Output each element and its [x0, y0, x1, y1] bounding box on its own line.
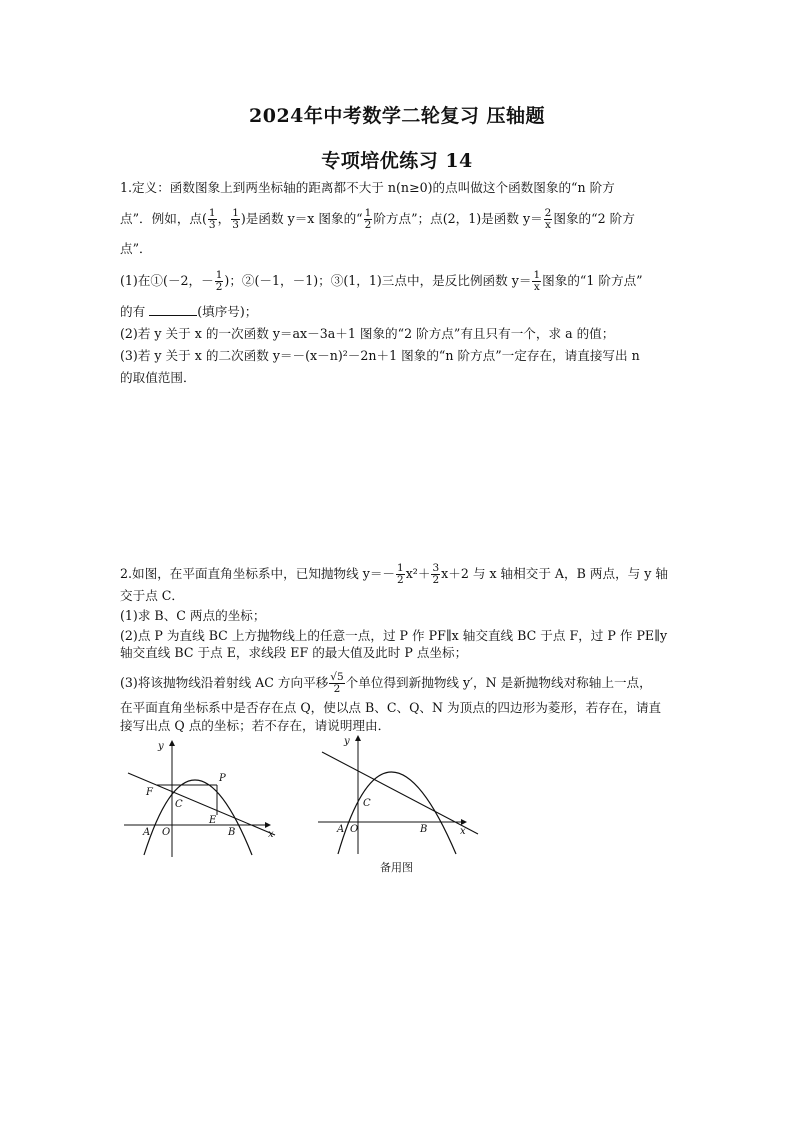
answer-blank [149, 303, 197, 316]
fraction: $\frac{1}{3}$ [232, 207, 239, 231]
q2-line-7: 在平面直角坐标系中是否存在点 Q，使以点 B、C、Q、N 为顶点的四边形为菱形，若存在，请直 [120, 700, 662, 715]
label-y: y [344, 736, 350, 747]
label-o: O [350, 824, 359, 835]
label-a: A [143, 827, 151, 838]
q2-line-1: 2.如图，在平面直角坐标系中，已知抛物线 y＝－ $\frac{1}{2}$ x²＋ $\frac{3}{2}$ x＋2 与 x 轴相交于 A，B 两点，与 y 轴 [120, 562, 668, 586]
q1-line-3: 点”． [120, 241, 152, 256]
fraction: $\frac{1}{2}$ [215, 269, 223, 293]
q1-line-1: 1.定义：函数图象上到两坐标轴的距离都不大于 n(n≥0)的点叫做这个函数图象的“n 阶方 [120, 180, 615, 195]
q1-line-2: 点”．例如，点( $\frac{1}{3}$ ， $\frac{1}{3}$ )是函数 y＝x 图象的“ $\frac{1}{2}$ 阶方点”；点(2，1)是函数 y＝ $\frac{2}{x}$ 图象的“2 阶方 [120, 207, 635, 231]
q2-line-3: (1)求 B、C 两点的坐标； [120, 608, 266, 623]
label-b: B [420, 824, 428, 835]
q1-line-8: 的取值范围． [120, 370, 196, 385]
label-x: x [268, 829, 274, 840]
label-f: F [146, 787, 153, 798]
fraction: $\frac{√5}{2}$ [330, 671, 344, 695]
fraction: $\frac{1}{x}$ [533, 269, 541, 293]
parabola-curve [144, 780, 252, 855]
figure-2-caption: 备用图 [380, 861, 413, 874]
label-c: C [175, 799, 183, 810]
q1-line-6: (2)若 y 关于 x 的一次函数 y＝ax－3a＋1 图象的“2 阶方点”有且只有一个，求 a 的值； [120, 326, 615, 341]
q1-line-4: (1)在①(－2，－ $\frac{1}{2}$ )；②(－1，－1)；③(1，1)三点中，是反比例函数 y＝ $\frac{1}{x}$ 图象的“1 阶方点” [120, 269, 643, 293]
q2-line-5: 轴交直线 BC 于点 E，求线段 EF 的最大值及此时 P 点坐标； [120, 645, 468, 660]
page-title: 2024年中考数学二轮复习 压轴题 [249, 105, 545, 127]
figure-1-diagram [120, 735, 290, 860]
line-bc [128, 773, 275, 835]
q2-line-4: (2)点 P 为直线 BC 上方抛物线上的任意一点，过 P 作 PF∥x 轴交直线 BC 于点 F，过 P 作 PE∥y [120, 628, 668, 643]
q2-line-6: (3)将该抛物线沿着射线 AC 方向平移 $\frac{√5}{2}$ 个单位得到新抛物线 y′，N 是新抛物线对称轴上一点， [120, 671, 652, 695]
q1-line-5: 的有 (填序号)； [120, 304, 258, 319]
fraction: $\frac{1}{3}$ [208, 207, 216, 231]
label-o: O [162, 827, 171, 838]
fraction: $\frac{1}{2}$ [364, 207, 372, 231]
page-subtitle: 专项培优练习 14 [321, 150, 473, 172]
label-y: y [158, 741, 164, 752]
label-x: x [460, 826, 466, 837]
label-a: A [337, 824, 345, 835]
q2-line-8: 接写出点 Q 点的坐标；若不存在，请说明理由． [120, 718, 391, 733]
fraction: $\frac{3}{2}$ [432, 562, 440, 586]
label-e: E [209, 815, 217, 826]
fraction: $\frac{2}{x}$ [544, 207, 552, 231]
label-p: P [219, 773, 226, 784]
label-c: C [363, 798, 371, 809]
figure-2-diagram [316, 730, 494, 855]
q2-line-2: 交于点 C． [120, 588, 185, 603]
fraction: $\frac{1}{2}$ [397, 562, 404, 586]
label-b: B [228, 827, 236, 838]
q1-line-7: (3)若 y 关于 x 的二次函数 y＝－(x－n)²－2n＋1 图象的“n 阶方点”一定存在，请直接写出 n [120, 348, 640, 363]
